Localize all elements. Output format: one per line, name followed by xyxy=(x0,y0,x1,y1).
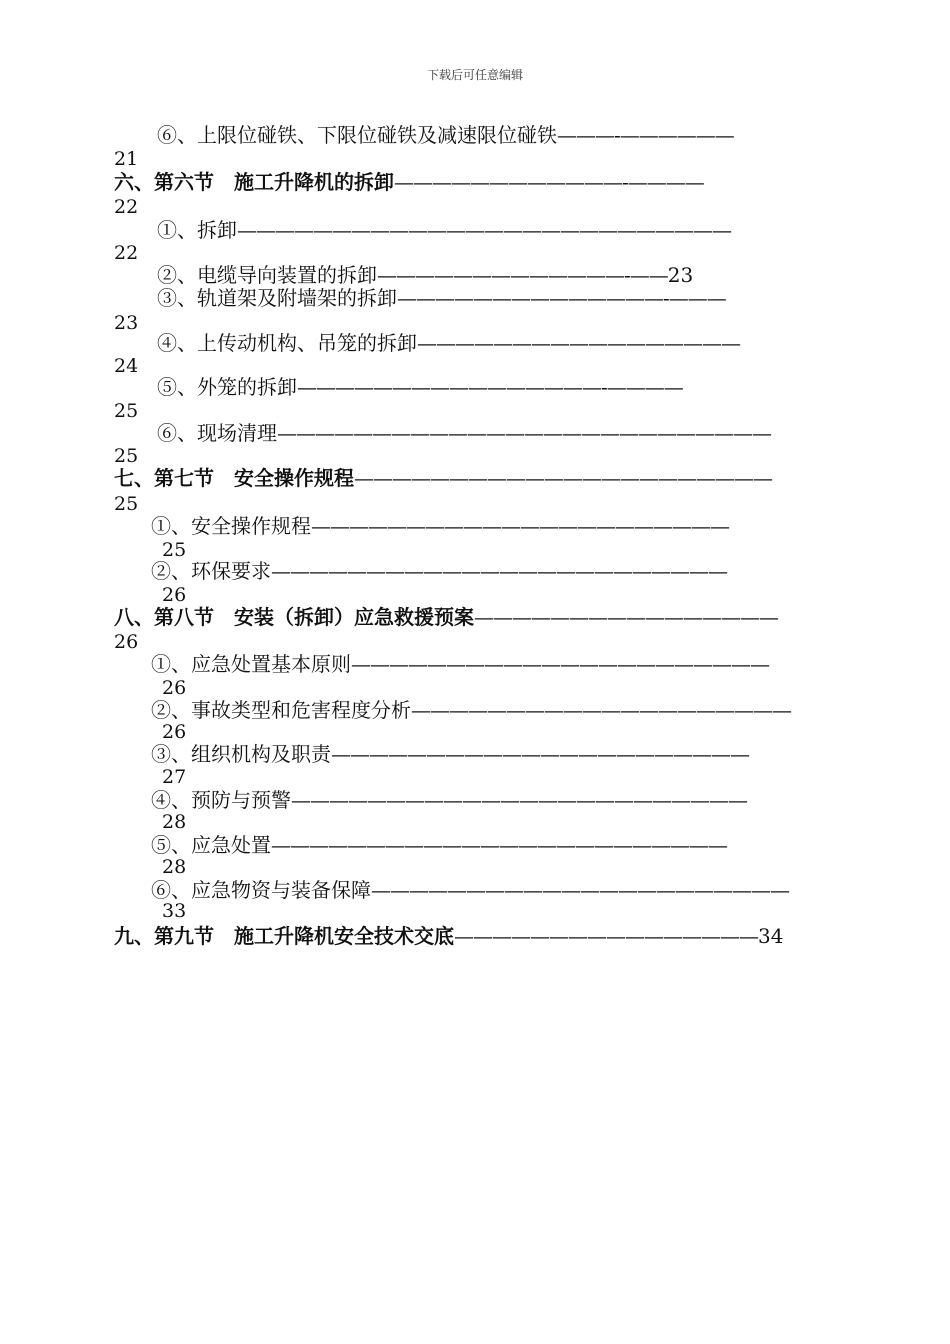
toc-entry-title: ①、拆卸 xyxy=(157,218,237,242)
toc-page-number: 34 xyxy=(758,924,784,948)
toc-page-number: 25 xyxy=(114,400,139,422)
toc-entry-title: ⑤、应急处置 xyxy=(151,833,271,857)
toc-page-number: 25 xyxy=(114,493,139,515)
toc-page-number: 23 xyxy=(114,312,139,334)
toc-subsection-entry xyxy=(151,833,727,857)
toc-entry-title: ⑥、上限位碰铁、下限位碰铁及减速限位碰铁 xyxy=(157,123,557,147)
toc-leader-dashes: —————————————————————— xyxy=(331,742,749,766)
toc-page-number: 27 xyxy=(162,766,187,788)
toc-subsection-entry xyxy=(157,331,740,355)
toc-entry-title: ④、上传动机构、吊笼的拆卸 xyxy=(157,331,417,355)
toc-page-number: 26 xyxy=(162,584,187,606)
page-header: 下载后可任意编辑 xyxy=(426,68,523,82)
toc-subsection-entry xyxy=(157,375,683,399)
toc-page-number: 21 xyxy=(114,148,139,170)
toc-leader-dashes: ————————————————— xyxy=(417,331,740,355)
toc-entry-title: ①、应急处置基本原则 xyxy=(151,652,351,676)
toc-page-number: 28 xyxy=(162,856,187,878)
toc-leader-dashes: ——————————————-——— xyxy=(397,286,726,310)
toc-subsection-entry xyxy=(157,263,693,287)
toc-leader-dashes: —————————————-—— xyxy=(377,263,668,287)
toc-section-entry xyxy=(114,605,778,629)
toc-entry-title: ⑤、外笼的拆卸 xyxy=(157,375,297,399)
toc-entry-title: 九、第九节 施工升降机安全技术交底 xyxy=(114,924,454,948)
toc-entry-title: ③、组织机构及职责 xyxy=(151,742,331,766)
toc-entry-title: ①、安全操作规程 xyxy=(151,514,311,538)
toc-leader-dashes: —————————————————————————— xyxy=(277,421,771,445)
toc-entry-title: 八、第八节 安装（拆卸）应急救援预案 xyxy=(114,605,474,629)
toc-page-number: 26 xyxy=(162,677,187,699)
toc-subsection-entry xyxy=(157,286,726,310)
toc-page-number: 26 xyxy=(114,631,139,653)
toc-page-number: 28 xyxy=(162,811,187,833)
toc-page-number: 33 xyxy=(162,900,187,922)
toc-leader-dashes: ———————————————— xyxy=(454,924,758,948)
toc-section-entry xyxy=(114,466,772,490)
toc-subsection-entry xyxy=(151,652,769,676)
toc-leader-dashes: —————————————————————— xyxy=(371,878,789,902)
toc-leader-dashes: ———————————————————————— xyxy=(271,559,727,583)
toc-subsection-entry xyxy=(151,878,789,902)
toc-leader-dashes: ———————————————————————— xyxy=(271,833,727,857)
toc-page-number: 25 xyxy=(162,539,187,561)
toc-page-number: 26 xyxy=(162,721,187,743)
toc-leader-dashes: —————————————————————————— xyxy=(237,218,731,242)
toc-entry-title: 六、第六节 施工升降机的拆卸 xyxy=(114,170,394,194)
toc-subsection-entry xyxy=(151,698,791,722)
toc-leader-dashes: ———————————————————————— xyxy=(291,788,747,812)
toc-entry-title: 七、第七节 安全操作规程 xyxy=(114,466,354,490)
toc-subsection-entry xyxy=(151,514,729,538)
toc-entry-title: ③、轨道架及附墙架的拆卸 xyxy=(157,286,397,310)
toc-leader-dashes: ———-—————— xyxy=(557,123,734,147)
toc-leader-dashes: —————————————————————— xyxy=(311,514,729,538)
toc-leader-dashes: —————————————————————— xyxy=(351,652,769,676)
toc-entry-title: ②、事故类型和危害程度分析 xyxy=(151,698,411,722)
toc-leader-dashes: ————————————-———— xyxy=(394,170,704,194)
toc-page-number: 23 xyxy=(667,263,694,287)
toc-page-number: 25 xyxy=(114,445,139,467)
toc-section-entry xyxy=(114,924,783,948)
toc-page-number: 22 xyxy=(114,196,139,218)
toc-entry-title: ②、电缆导向装置的拆卸 xyxy=(157,263,377,287)
toc-section-entry xyxy=(114,170,704,194)
toc-leader-dashes: ———————————————— xyxy=(474,605,778,629)
toc-subsection-entry xyxy=(157,123,734,147)
toc-entry-title: ⑥、现场清理 xyxy=(157,421,277,445)
toc-page-number: 24 xyxy=(114,355,139,377)
toc-subsection-entry xyxy=(157,421,771,445)
toc-subsection-entry xyxy=(151,788,747,812)
toc-subsection-entry xyxy=(157,218,731,242)
toc-leader-dashes: —————————————————————— xyxy=(354,466,772,490)
toc-leader-dashes: ————————————————-———— xyxy=(297,375,683,399)
toc-subsection-entry xyxy=(151,559,727,583)
toc-page-number: 22 xyxy=(114,242,139,264)
toc-entry-title: ④、预防与预警 xyxy=(151,788,291,812)
toc-subsection-entry xyxy=(151,742,749,766)
toc-entry-title: ②、环保要求 xyxy=(151,559,271,583)
toc-leader-dashes: ———————————————————— xyxy=(411,698,791,722)
toc-entry-title: ⑥、应急物资与装备保障 xyxy=(151,878,371,902)
